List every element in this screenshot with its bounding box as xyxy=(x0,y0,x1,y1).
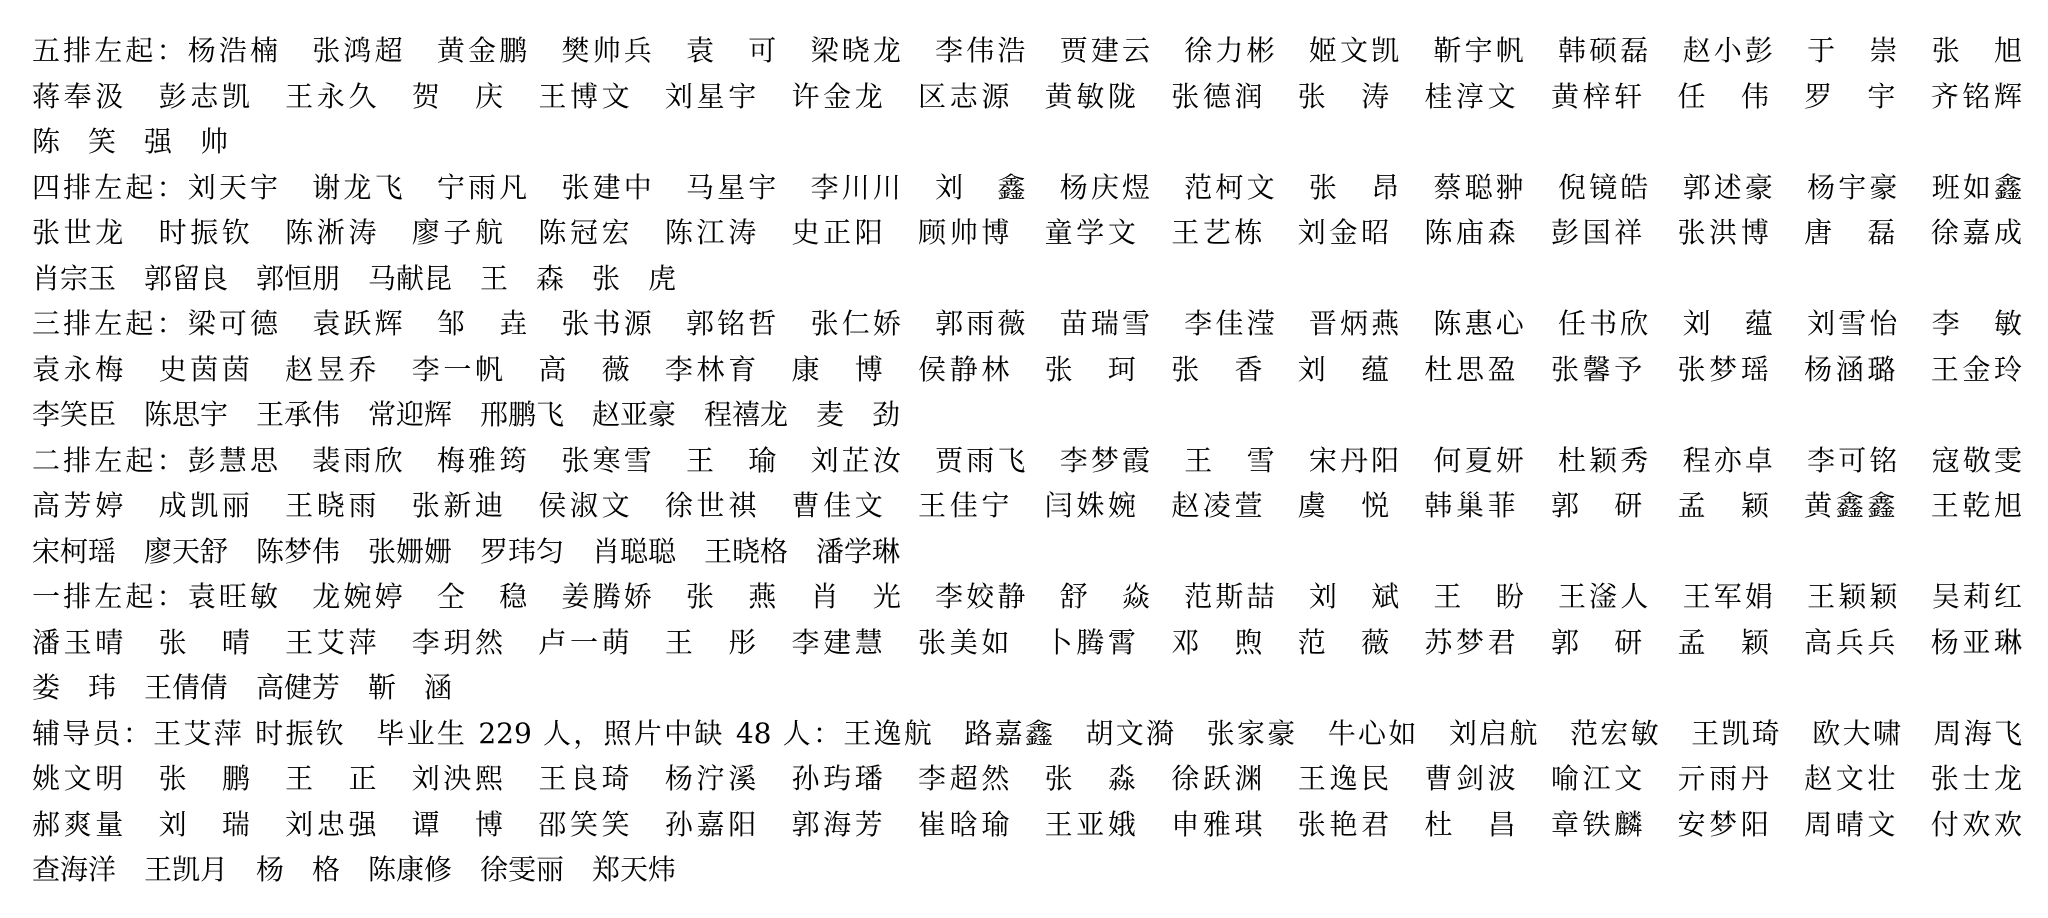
row-1-line-2: 潘玉晴 张 晴 王艾萍 李玥然 卢一萌 王 彤 李建慧 张美如 卜腾霄 邓 煦 范 薇 苏梦君 郭 研 孟 颖 高兵兵 杨亚琳 xyxy=(32,625,2022,659)
advisors-line-1: 辅导员：王艾萍 时振钦 毕业生 229 人，照片中缺 48 人：王逸航 路嘉鑫 胡文漪 张家豪 牛心如 刘启航 范宏敏 王凯琦 欧大啸 周海飞 xyxy=(32,716,2022,750)
row-1-line-3: 娄 玮 王倩倩 高健芳 靳 涵 xyxy=(32,671,453,704)
row-5-line-2: 蒋奉汲 彭志凯 王永久 贺 庆 王博文 刘星宇 许金龙 区志源 黄敏陇 张德润 张 涛 桂淳文 黄梓轩 任 伟 罗 宇 齐铭辉 xyxy=(32,79,2022,113)
name-list-document xyxy=(32,28,2022,893)
row-1-line-1: 一排左起：袁旺敏 龙婉婷 仝 稳 姜腾娇 张 燕 肖 光 李姣静 舒 焱 范斯喆 刘 斌 王 盼 王滏人 王军娟 王颖颖 吴莉红 xyxy=(32,580,2022,613)
row-4-line-2: 张世龙 时振钦 陈淅涛 廖子航 陈冠宏 陈江涛 史正阳 顾帅博 童学文 王艺栋 刘金昭 陈庙森 彭国祥 张洪博 唐 磊 徐嘉成 xyxy=(32,216,2022,249)
row-5-line-1: 五排左起：杨浩楠 张鸿超 黄金鹏 樊帅兵 袁 可 梁晓龙 李伟浩 贾建云 徐力彬 姬文凯 靳宇帆 韩硕磊 赵小彭 于 崇 张 旭 xyxy=(32,34,2022,67)
advisors-line-2: 姚文明 张 鹏 王 正 刘泱熙 王良琦 杨泞溪 孙玙璠 李超然 张 淼 徐跃渊 王逸民 曹剑波 喻江文 亓雨丹 赵文壮 张士龙 xyxy=(32,762,2022,795)
row-4-line-3: 肖宗玉 郭留良 郭恒朋 马献昆 王 森 张 虎 xyxy=(32,261,677,295)
row-3-line-1: 三排左起：梁可德 袁跃辉 邹 垚 张书源 郭铭哲 张仁娇 郭雨薇 苗瑞雪 李佳滢 晋炳燕 陈惠心 任书欣 刘 蕴 刘雪怡 李 敏 xyxy=(32,307,2022,340)
row-2-line-1: 二排左起：彭慧思 裴雨欣 梅雅筠 张寒雪 王 瑜 刘芷汝 贾雨飞 李梦霞 王 雪 宋丹阳 何夏妍 杜颖秀 程亦卓 李可铭 寇敬雯 xyxy=(32,443,2022,477)
row-3-line-2: 袁永梅 史茵茵 赵昱乔 李一帆 高 薇 李林育 康 博 侯静林 张 珂 张 香 刘 蕴 杜思盈 张馨予 张梦瑶 杨涵璐 王金玲 xyxy=(32,352,2022,386)
row-4-line-1: 四排左起：刘天宇 谢龙飞 宁雨凡 张建中 马星宇 李川川 刘 鑫 杨庆煜 范柯文 张 昂 蔡聪翀 倪镜皓 郭述豪 杨宇豪 班如鑫 xyxy=(32,170,2022,204)
row-2-line-3: 宋柯瑶 廖天舒 陈梦伟 张姗姗 罗玮匀 肖聪聪 王晓格 潘学琳 xyxy=(32,534,901,568)
row-3-line-3: 李笑臣 陈思宇 王承伟 常迎辉 邢鹏飞 赵亚豪 程禧龙 麦 劲 xyxy=(32,398,901,431)
advisors-line-3: 郝爽量 刘 瑞 刘忠强 谭 博 邵笑笑 孙嘉阳 郭海芳 崔晗瑜 王亚娥 申雅琪 张艳君 杜 昌 章铁麟 安梦阳 周晴文 付欢欢 xyxy=(32,807,2022,841)
row-2-line-2: 高芳婷 成凯丽 王晓雨 张新迪 侯淑文 徐世祺 曹佳文 王佳宁 闫姝婉 赵凌萱 虞 悦 韩巢菲 郭 研 孟 颖 黄鑫鑫 王乾旭 xyxy=(32,489,2022,522)
row-5-line-3: 陈 笑 强 帅 xyxy=(32,125,229,158)
advisors-line-4: 查海洋 王凯月 杨 格 陈康修 徐雯丽 郑天炜 xyxy=(32,853,677,886)
